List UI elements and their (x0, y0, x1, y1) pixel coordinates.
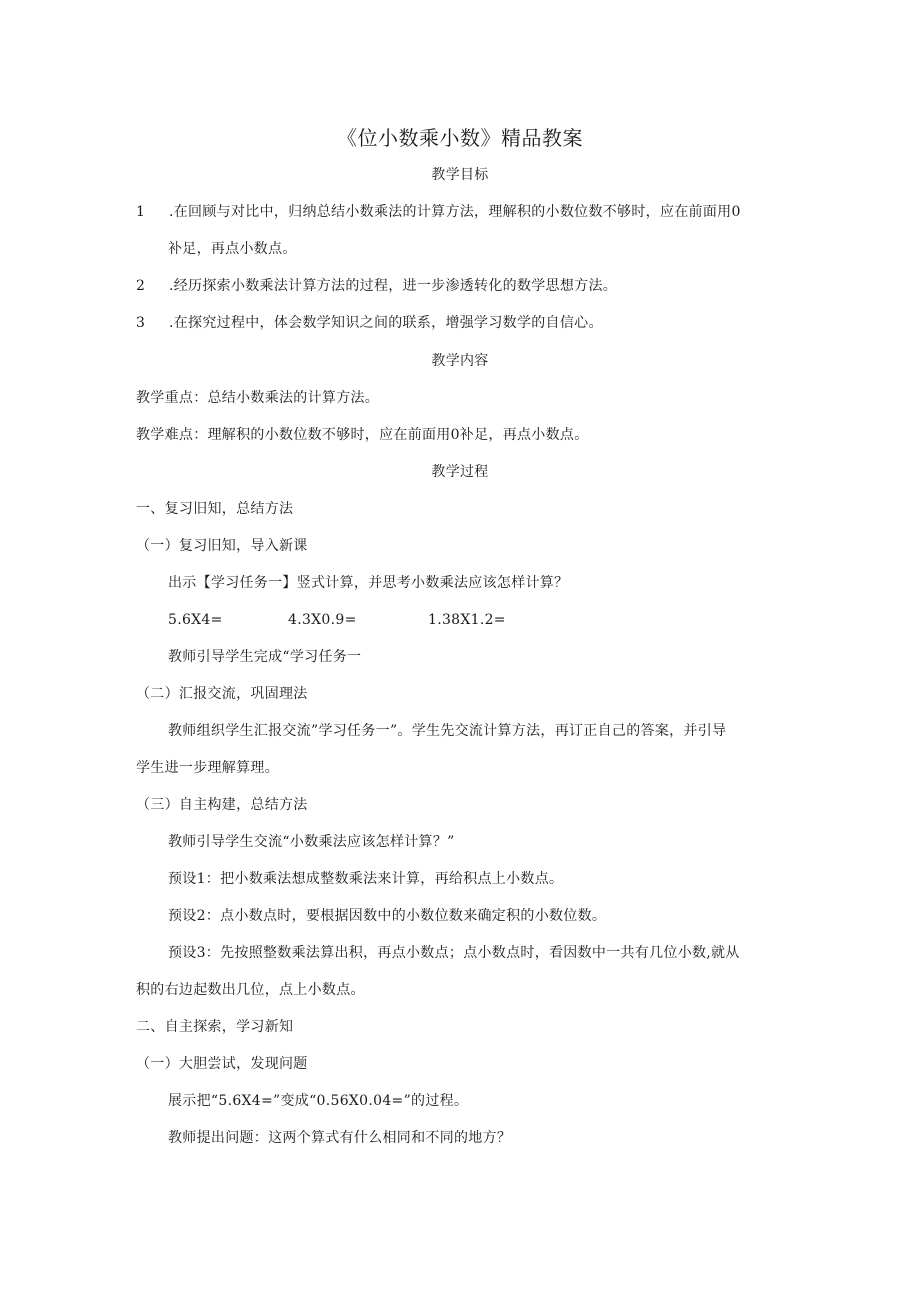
calc-item-2: 4.3X0.9= (288, 612, 357, 628)
subheading-1-3: （三）自主构建，总结方法 (136, 797, 308, 813)
section-heading-content: 教学内容 (431, 353, 489, 369)
paragraph-preset-3-line1: 预设3：先按照整数乘法算出积，再点小数点；点小数点时，看因数中一共有几位小数,就从 (168, 945, 740, 961)
subheading-1-1: （一）复习旧知，导入新课 (136, 538, 308, 554)
goal-text: .在探究过程中，体会数学知识之间的联系，增强学习数学的自信心。 (169, 315, 603, 331)
paragraph-preset-2: 预设2：点小数点时，要根据因数中的小数位数来确定积的小数位数。 (168, 908, 607, 924)
calc-exercises (168, 610, 506, 630)
key-point-text: 教学重点：总结小数乘法的计算方法。 (136, 390, 380, 406)
difficulty-text: 教学难点：理解积的小数位数不够时，应在前面用0补足，再点小数点。 (136, 427, 589, 443)
paragraph-report-line1: 教师组织学生汇报交流”学习任务一”。学生先交流计算方法，再订正自己的答案，并引导 (168, 723, 727, 739)
paragraph-teacher-question: 教师提出问题：这两个算式有什么相同和不同的地方？ (168, 1130, 512, 1146)
goal-item-3 (136, 313, 603, 333)
goal-item-1 (136, 202, 741, 222)
document-title: 《位小数乘小数》精品教案 (337, 126, 583, 150)
paragraph-show-process: 展示把“5.6X4=”变成“0.56X0.04=”的过程。 (168, 1093, 469, 1109)
section-heading-goals: 教学目标 (431, 167, 489, 183)
calc-item-3: 1.38X1.2= (428, 612, 506, 628)
goal-text: .在回顾与对比中，归纳总结小数乘法的计算方法，理解积的小数位数不够时，应在前面用0 (169, 204, 741, 220)
calc-item-1: 5.6X4= (168, 612, 223, 628)
paragraph-exchange: 教师引导学生交流“小数乘法应该怎样计算？” (168, 834, 455, 850)
goal-item-2 (136, 276, 617, 296)
paragraph-report-line2: 学生进一步理解算理。 (136, 760, 279, 776)
section-heading-process: 教学过程 (431, 464, 489, 480)
paragraph-preset-3-line2: 积的右边起数出几位，点上小数点。 (136, 982, 365, 998)
subheading-2-1: （一）大胆尝试，发现问题 (136, 1056, 308, 1072)
part-heading-1: 一、复习旧知，总结方法 (136, 501, 294, 517)
paragraph-preset-1: 预设1：把小数乘法想成整数乘法来计算，再给积点上小数点。 (168, 871, 564, 887)
goal-item-1-continued: 补足，再点小数点。 (168, 241, 297, 257)
goal-number: 1 (136, 204, 146, 220)
paragraph-guide: 教师引导学生完成“学习任务一 (168, 649, 362, 665)
goal-number: 2 (136, 278, 146, 294)
goal-text: .经历探索小数乘法计算方法的过程，进一步渗透转化的数学思想方法。 (169, 278, 618, 294)
part-heading-2: 二、自主探索，学习新知 (136, 1019, 294, 1035)
paragraph-task-one: 出示【学习任务一】竖式计算，并思考小数乘法应该怎样计算？ (168, 575, 569, 591)
goal-number: 3 (136, 315, 146, 331)
subheading-1-2: （二）汇报交流，巩固理法 (136, 686, 308, 702)
